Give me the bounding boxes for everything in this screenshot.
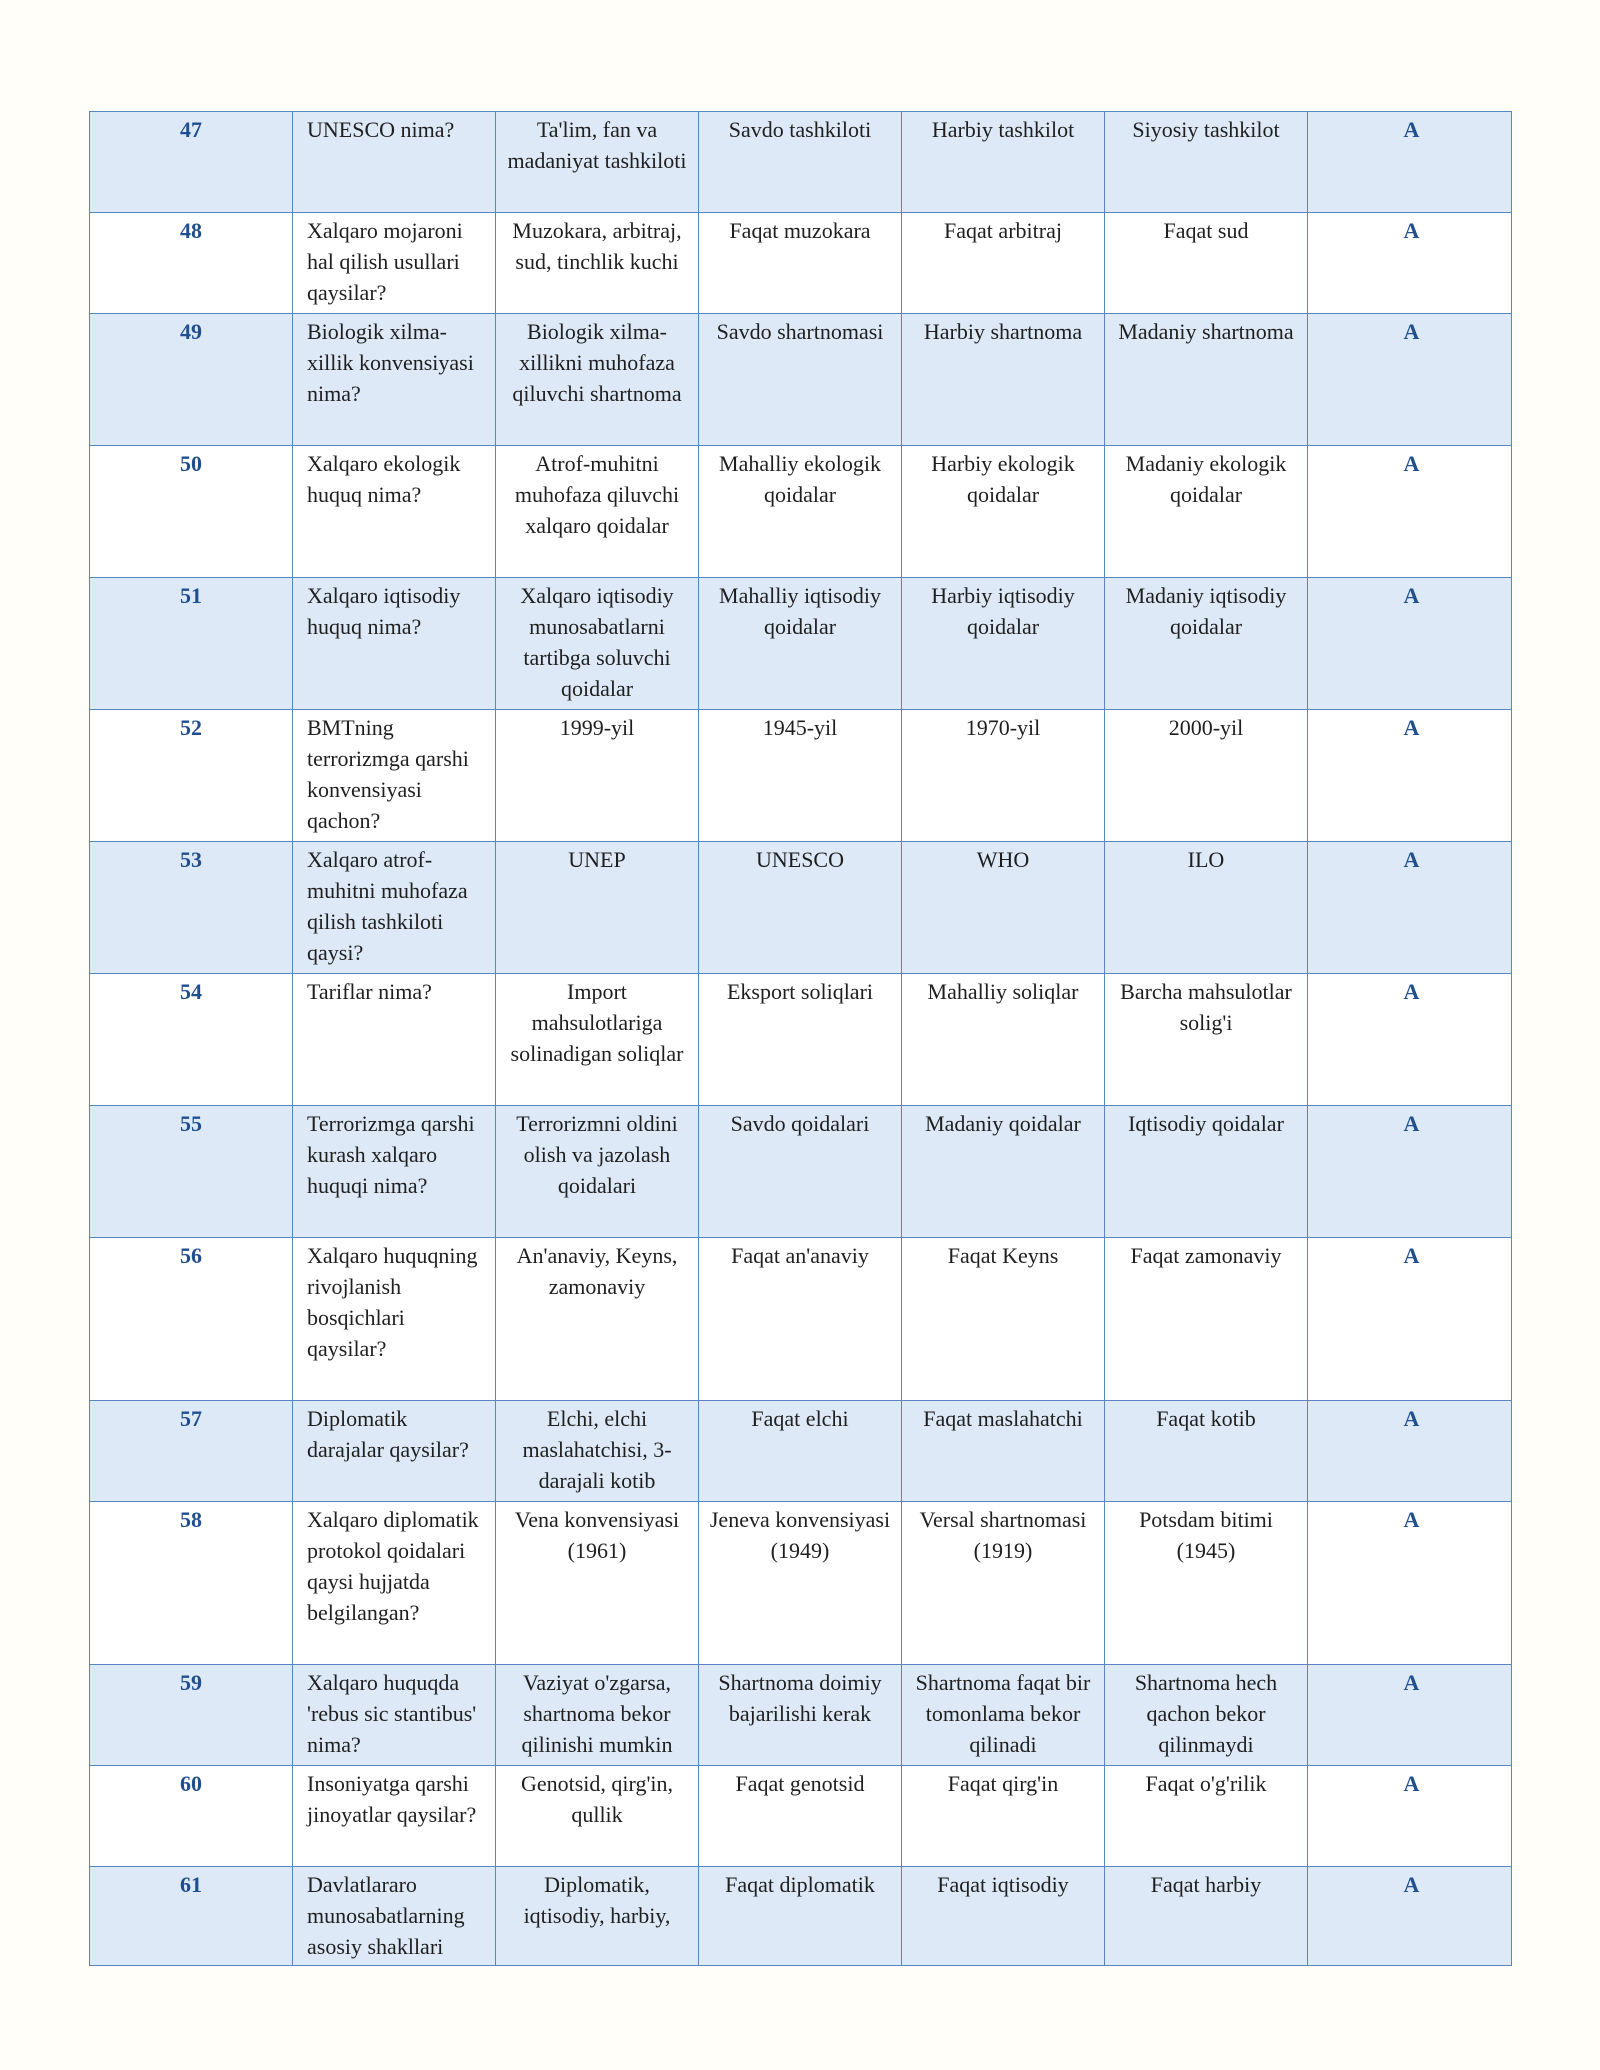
question-text: BMTning terrorizmga qarshi konvensiyasi qachon? xyxy=(293,710,496,842)
question-number: 58 xyxy=(90,1502,293,1665)
option-d: Faqat sud xyxy=(1105,213,1308,314)
correct-answer: A xyxy=(1308,1238,1512,1401)
option-c: Madaniy qoidalar xyxy=(902,1106,1105,1238)
question-text: Xalqaro diplomatik protokol qoidalari qaysi hujjatda belgilangan? xyxy=(293,1502,496,1665)
option-d: Barcha mahsulotlar solig'i xyxy=(1105,974,1308,1106)
question-text: Tariflar nima? xyxy=(293,974,496,1106)
question-number: 50 xyxy=(90,446,293,578)
option-c: Harbiy ekologik qoidalar xyxy=(902,446,1105,578)
correct-answer: A xyxy=(1308,578,1512,710)
option-a: An'anaviy, Keyns, zamonaviy xyxy=(496,1238,699,1401)
question-number: 52 xyxy=(90,710,293,842)
option-a: Xalqaro iqtisodiy munosabatlarni tartibga soluvchi qoidalar xyxy=(496,578,699,710)
option-b: Savdo qoidalari xyxy=(699,1106,902,1238)
table-row xyxy=(90,1106,1512,1238)
table-row xyxy=(90,1401,1512,1502)
question-number: 51 xyxy=(90,578,293,710)
option-b: Shartnoma doimiy bajarilishi kerak xyxy=(699,1665,902,1766)
option-a: Import mahsulotlariga solinadigan soliqlar xyxy=(496,974,699,1106)
question-text: Xalqaro huquqda 'rebus sic stantibus' nima? xyxy=(293,1665,496,1766)
option-d: Madaniy shartnoma xyxy=(1105,314,1308,446)
option-d: Faqat o'g'rilik xyxy=(1105,1766,1308,1867)
option-d: Madaniy ekologik qoidalar xyxy=(1105,446,1308,578)
option-b: Faqat muzokara xyxy=(699,213,902,314)
question-text: Xalqaro ekologik huquq nima? xyxy=(293,446,496,578)
option-c: Harbiy tashkilot xyxy=(902,112,1105,213)
correct-answer: A xyxy=(1308,314,1512,446)
option-b: Mahalliy iqtisodiy qoidalar xyxy=(699,578,902,710)
correct-answer: A xyxy=(1308,842,1512,974)
table-row xyxy=(90,842,1512,974)
correct-answer: A xyxy=(1308,446,1512,578)
question-number: 60 xyxy=(90,1766,293,1867)
option-c: Shartnoma faqat bir tomonlama bekor qilinadi xyxy=(902,1665,1105,1766)
question-text: Xalqaro huquqning rivojlanish bosqichlari qaysilar? xyxy=(293,1238,496,1401)
option-b: Mahalliy ekologik qoidalar xyxy=(699,446,902,578)
option-a: Terrorizmni oldini olish va jazolash qoidalari xyxy=(496,1106,699,1238)
question-text: UNESCO nima? xyxy=(293,112,496,213)
table-row xyxy=(90,112,1512,213)
option-b: Jeneva konvensiyasi (1949) xyxy=(699,1502,902,1665)
option-b: Faqat elchi xyxy=(699,1401,902,1502)
table-row xyxy=(90,446,1512,578)
option-c: Faqat maslahatchi xyxy=(902,1401,1105,1502)
question-text: Biologik xilma-xillik konvensiyasi nima? xyxy=(293,314,496,446)
option-a: Biologik xilma-xillikni muhofaza qiluvchi shartnoma xyxy=(496,314,699,446)
question-number: 54 xyxy=(90,974,293,1106)
option-c: Harbiy iqtisodiy qoidalar xyxy=(902,578,1105,710)
table-row xyxy=(90,1766,1512,1867)
question-text: Davlatlararo munosabatlarning asosiy shakllari xyxy=(293,1867,496,1966)
table-row xyxy=(90,1665,1512,1766)
table-row xyxy=(90,1867,1512,1966)
table-row xyxy=(90,314,1512,446)
correct-answer: A xyxy=(1308,1106,1512,1238)
question-text: Diplomatik darajalar qaysilar? xyxy=(293,1401,496,1502)
question-text: Xalqaro mojaroni hal qilish usullari qaysilar? xyxy=(293,213,496,314)
option-d: Faqat zamonaviy xyxy=(1105,1238,1308,1401)
correct-answer: A xyxy=(1308,112,1512,213)
option-a: 1999-yil xyxy=(496,710,699,842)
option-a: Vena konvensiyasi (1961) xyxy=(496,1502,699,1665)
option-b: Faqat diplomatik xyxy=(699,1867,902,1966)
quiz-table xyxy=(89,111,1512,1966)
correct-answer: A xyxy=(1308,1665,1512,1766)
option-d: Madaniy iqtisodiy qoidalar xyxy=(1105,578,1308,710)
option-a: Ta'lim, fan va madaniyat tashkiloti xyxy=(496,112,699,213)
correct-answer: A xyxy=(1308,974,1512,1106)
option-a: UNEP xyxy=(496,842,699,974)
option-a: Elchi, elchi maslahatchisi, 3-darajali kotib xyxy=(496,1401,699,1502)
question-text: Insoniyatga qarshi jinoyatlar qaysilar? xyxy=(293,1766,496,1867)
correct-answer: A xyxy=(1308,1766,1512,1867)
question-text: Terrorizmga qarshi kurash xalqaro huquqi nima? xyxy=(293,1106,496,1238)
option-d: Iqtisodiy qoidalar xyxy=(1105,1106,1308,1238)
question-number: 56 xyxy=(90,1238,293,1401)
option-c: Faqat iqtisodiy xyxy=(902,1867,1105,1966)
option-a: Diplomatik, iqtisodiy, harbiy, xyxy=(496,1867,699,1966)
option-c: Harbiy shartnoma xyxy=(902,314,1105,446)
option-b: Faqat an'anaviy xyxy=(699,1238,902,1401)
option-a: Genotsid, qirg'in, qullik xyxy=(496,1766,699,1867)
option-b: Savdo shartnomasi xyxy=(699,314,902,446)
document-page xyxy=(89,111,1511,1966)
question-number: 59 xyxy=(90,1665,293,1766)
table-row xyxy=(90,1238,1512,1401)
option-a: Atrof-muhitni muhofaza qiluvchi xalqaro qoidalar xyxy=(496,446,699,578)
table-row xyxy=(90,974,1512,1106)
question-text: Xalqaro atrof-muhitni muhofaza qilish tashkiloti qaysi? xyxy=(293,842,496,974)
option-b: Faqat genotsid xyxy=(699,1766,902,1867)
correct-answer: A xyxy=(1308,213,1512,314)
quiz-table-body xyxy=(90,112,1512,1966)
option-d: Siyosiy tashkilot xyxy=(1105,112,1308,213)
option-b: UNESCO xyxy=(699,842,902,974)
option-d: Potsdam bitimi (1945) xyxy=(1105,1502,1308,1665)
question-number: 49 xyxy=(90,314,293,446)
option-c: Mahalliy soliqlar xyxy=(902,974,1105,1106)
option-b: Eksport soliqlari xyxy=(699,974,902,1106)
correct-answer: A xyxy=(1308,710,1512,842)
option-c: Faqat qirg'in xyxy=(902,1766,1105,1867)
option-d: Faqat kotib xyxy=(1105,1401,1308,1502)
question-number: 47 xyxy=(90,112,293,213)
question-number: 57 xyxy=(90,1401,293,1502)
option-c: 1970-yil xyxy=(902,710,1105,842)
question-text: Xalqaro iqtisodiy huquq nima? xyxy=(293,578,496,710)
option-c: Versal shartnomasi (1919) xyxy=(902,1502,1105,1665)
question-number: 61 xyxy=(90,1867,293,1966)
option-c: Faqat Keyns xyxy=(902,1238,1105,1401)
question-number: 53 xyxy=(90,842,293,974)
table-row xyxy=(90,710,1512,842)
table-row xyxy=(90,1502,1512,1665)
question-number: 48 xyxy=(90,213,293,314)
option-d: Faqat harbiy xyxy=(1105,1867,1308,1966)
option-c: Faqat arbitraj xyxy=(902,213,1105,314)
option-d: ILO xyxy=(1105,842,1308,974)
option-a: Vaziyat o'zgarsa, shartnoma bekor qilinishi mumkin xyxy=(496,1665,699,1766)
table-row xyxy=(90,213,1512,314)
correct-answer: A xyxy=(1308,1502,1512,1665)
correct-answer: A xyxy=(1308,1401,1512,1502)
option-d: 2000-yil xyxy=(1105,710,1308,842)
question-number: 55 xyxy=(90,1106,293,1238)
option-a: Muzokara, arbitraj, sud, tinchlik kuchi xyxy=(496,213,699,314)
option-b: 1945-yil xyxy=(699,710,902,842)
option-c: WHO xyxy=(902,842,1105,974)
option-b: Savdo tashkiloti xyxy=(699,112,902,213)
correct-answer: A xyxy=(1308,1867,1512,1966)
table-row xyxy=(90,578,1512,710)
option-d: Shartnoma hech qachon bekor qilinmaydi xyxy=(1105,1665,1308,1766)
